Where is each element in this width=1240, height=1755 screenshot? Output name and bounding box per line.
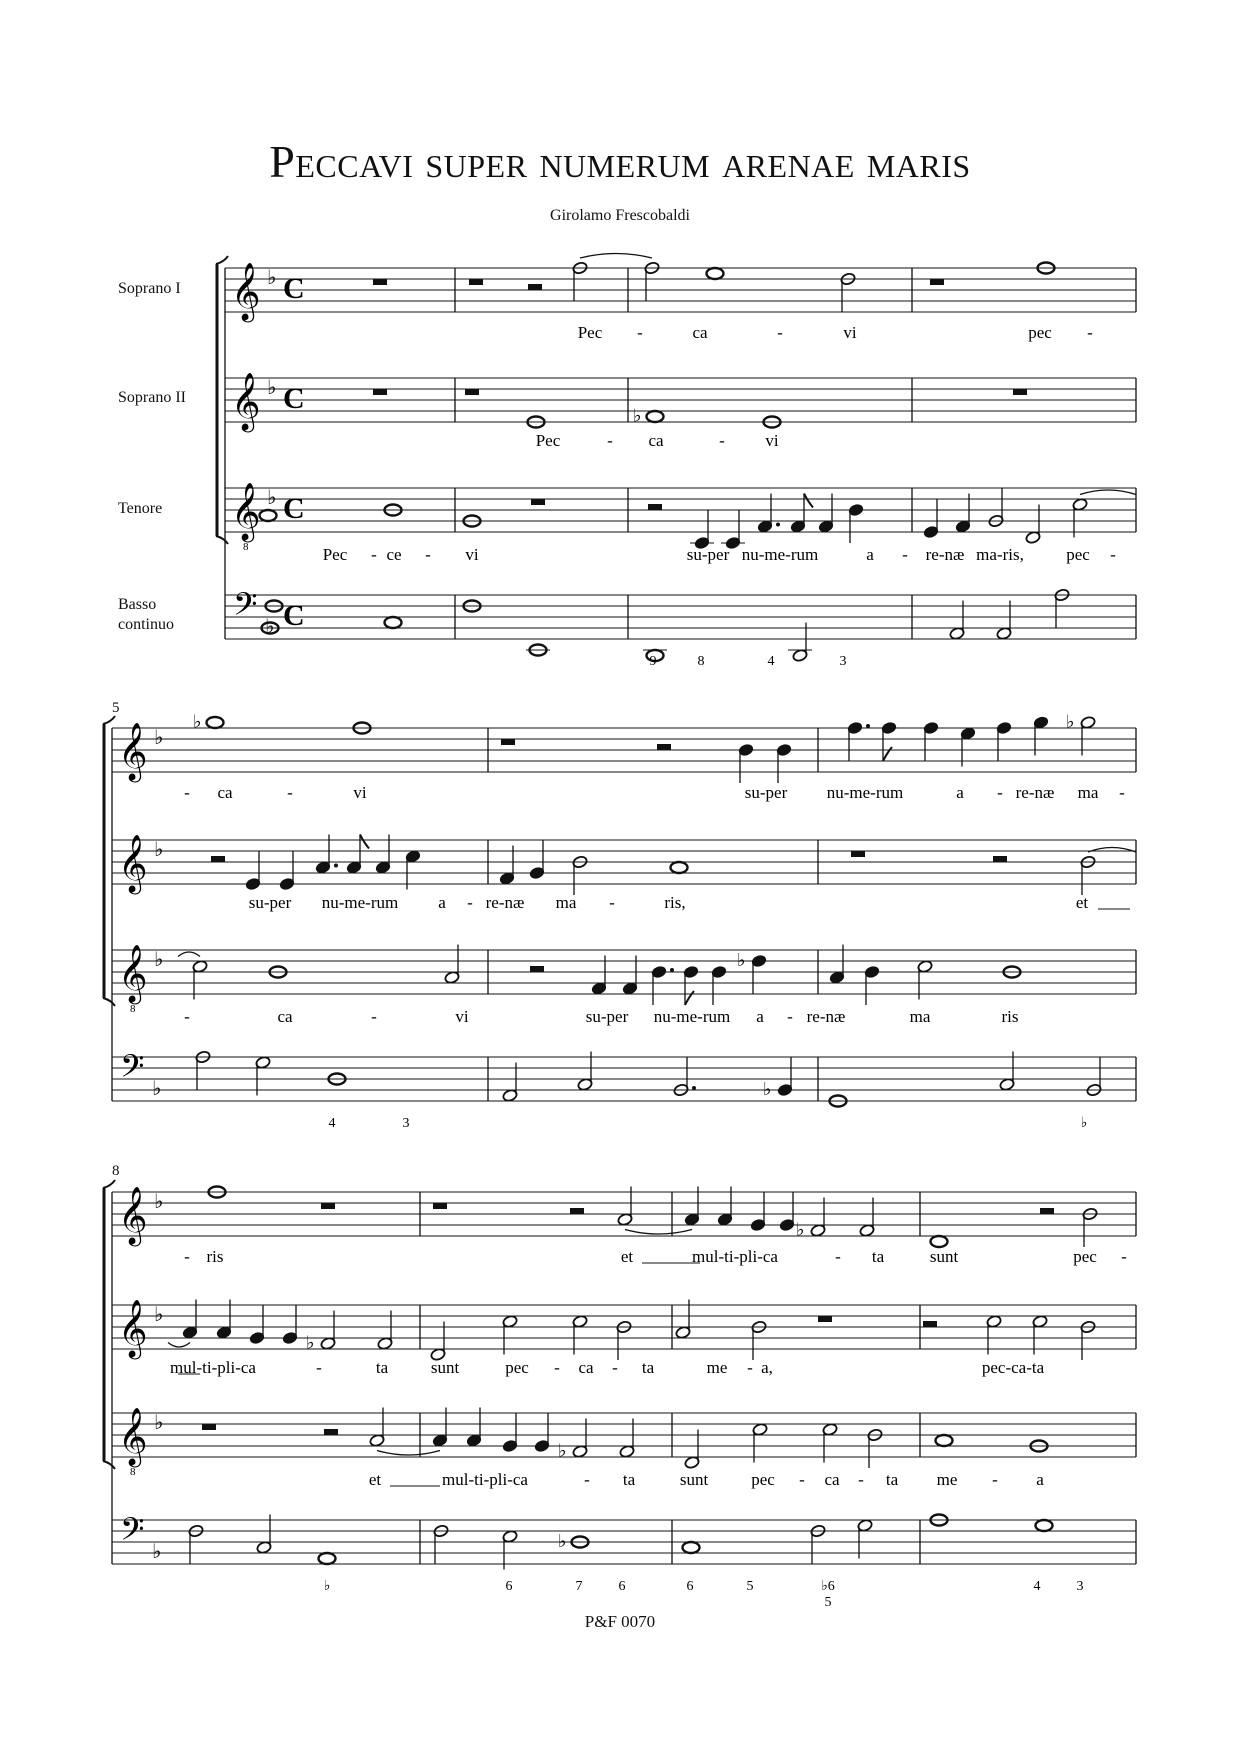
lyric-syllable: sunt xyxy=(679,1470,709,1489)
half-rest xyxy=(530,966,544,972)
lyric-syllable: re-næ xyxy=(1015,783,1055,802)
lyric-syllable: ce xyxy=(386,545,402,564)
flat-accidental-icon: ♭ xyxy=(558,1531,567,1552)
lyric-syllable: - xyxy=(747,1358,753,1377)
voice-label-basso-continuo: Basso continuo xyxy=(118,596,174,633)
whole-note xyxy=(707,268,724,279)
bracket-bottom-hook xyxy=(103,998,115,1006)
whole-note xyxy=(936,1435,953,1446)
key-signature-flat-icon: ♭ xyxy=(154,1302,164,1326)
whole-rest xyxy=(1013,389,1027,395)
composer: Girolamo Frescobaldi xyxy=(550,207,690,224)
bracket-top-hook xyxy=(103,716,115,724)
whole-rest xyxy=(469,279,483,285)
figured-bass-numeral: 6 xyxy=(618,1579,626,1594)
half-rest xyxy=(211,856,225,862)
half-rest xyxy=(648,504,662,510)
figured-bass-numeral: 4 xyxy=(1033,1579,1041,1594)
flat-accidental-icon: ♭ xyxy=(193,711,202,733)
treble-clef-icon: 𝄞 xyxy=(231,262,261,320)
half-rest xyxy=(1040,1208,1054,1214)
lyric-syllable: ma xyxy=(909,1007,931,1026)
octave-marker: 8 xyxy=(130,1466,136,1478)
augmentation-dot xyxy=(692,1086,696,1090)
bass-clef-icon: 𝄢 xyxy=(120,1511,145,1555)
common-time-icon: C xyxy=(283,382,305,415)
lyric-syllable: a xyxy=(866,545,874,564)
lyric-syllable: nu-me-rum xyxy=(826,783,904,802)
lyric-syllable: pec-ca-ta xyxy=(981,1358,1045,1377)
lyric-syllable: - xyxy=(637,323,643,342)
lyric-syllable: ta xyxy=(885,1470,899,1489)
common-time-icon: C xyxy=(283,599,305,632)
lyric-syllable: - xyxy=(902,545,908,564)
lyric-syllable: - xyxy=(835,1247,841,1266)
lyric-syllable: vi xyxy=(353,783,367,802)
lyric-syllable: - xyxy=(184,1247,190,1266)
lyric-syllable: pec xyxy=(1073,1247,1097,1266)
lyric-syllable: ta xyxy=(641,1358,655,1377)
figured-bass-numeral: 6 xyxy=(686,1579,694,1594)
augmentation-dot xyxy=(866,724,870,728)
augmentation-dot xyxy=(776,523,780,527)
figured-bass-numeral: ♭6 xyxy=(821,1579,835,1594)
figured-bass-numeral: 6 xyxy=(505,1579,513,1594)
lyric-syllable: - xyxy=(371,545,377,564)
key-signature-flat-icon: ♭ xyxy=(154,1189,164,1213)
lyric-syllable: pec xyxy=(505,1358,529,1377)
lyric-syllable: ta xyxy=(375,1358,389,1377)
key-signature-flat-icon: ♭ xyxy=(154,1410,164,1434)
half-rest xyxy=(993,856,1007,862)
lyric-syllable: - xyxy=(787,1007,793,1026)
lyric-syllable: ma-ris, xyxy=(976,545,1024,564)
lyric-syllable: ris, xyxy=(664,893,686,912)
bracket-top-hook xyxy=(216,256,228,264)
lyric-syllable: - xyxy=(719,431,725,450)
whole-note xyxy=(647,411,664,422)
flat-accidental-icon: ♭ xyxy=(306,1332,315,1354)
figured-bass-numeral: 9 xyxy=(649,654,657,669)
bracket-bottom-hook xyxy=(103,1461,115,1469)
tie xyxy=(580,254,652,259)
voice-label-soprano-1: Soprano I xyxy=(118,280,181,297)
lyric-syllable: - xyxy=(554,1358,560,1377)
eighth-flag xyxy=(685,991,694,1005)
common-time-icon: C xyxy=(283,272,305,305)
figured-bass-numeral: ♭ xyxy=(1080,1116,1088,1131)
whole-rest xyxy=(531,499,545,505)
lyric-syllable: Pec xyxy=(577,323,603,342)
lyric-syllable: - xyxy=(858,1470,864,1489)
lyric-syllable: - xyxy=(287,783,293,802)
figured-bass-numeral: ♭ xyxy=(323,1579,331,1594)
lyric-syllable: re-næ xyxy=(925,545,965,564)
figured-bass-numeral: 7 xyxy=(575,1579,583,1594)
whole-rest xyxy=(373,279,387,285)
lyric-syllable: su-per xyxy=(686,545,730,564)
lyric-syllable: nu-me-rum xyxy=(741,545,819,564)
key-signature-flat-icon: ♭ xyxy=(154,725,164,749)
lyric-syllable: a, xyxy=(761,1358,773,1377)
lyric-syllable: a xyxy=(438,893,446,912)
figured-bass-numeral: 5 xyxy=(824,1595,832,1610)
lyric-syllable: - xyxy=(584,1470,590,1489)
half-rest xyxy=(570,1208,584,1214)
treble-clef-icon: 𝄞 xyxy=(231,372,261,430)
lyric-syllable: - xyxy=(316,1358,322,1377)
whole-note xyxy=(319,1553,336,1564)
lyric-syllable: me xyxy=(706,1358,728,1377)
catalog-number: P&F 0070 xyxy=(584,1612,656,1631)
whole-rest xyxy=(433,1203,447,1209)
lyric-syllable: su-per xyxy=(585,1007,629,1026)
key-signature-flat-icon: ♭ xyxy=(267,265,277,289)
treble-clef-icon: 𝄞 xyxy=(118,722,148,780)
lyric-syllable: ca xyxy=(217,783,233,802)
lyric-syllable: ca xyxy=(578,1358,594,1377)
lyric-syllable: et xyxy=(368,1470,382,1489)
lyric-syllable: pec xyxy=(1028,323,1052,342)
lyric-syllable: - xyxy=(612,1358,618,1377)
lyric-syllable: - xyxy=(425,545,431,564)
treble-clef-icon: 𝄞 xyxy=(118,1407,148,1465)
lyric-syllable: vi xyxy=(765,431,779,450)
key-signature-flat-icon: ♭ xyxy=(154,947,164,971)
lyric-syllable: re-næ xyxy=(806,1007,846,1026)
lyric-syllable: a xyxy=(956,783,964,802)
treble-clef-icon: 𝄞 xyxy=(231,482,261,540)
lyric-syllable: ris xyxy=(206,1247,224,1266)
figured-bass-numeral: 8 xyxy=(697,654,705,669)
treble-clef-icon: 𝄞 xyxy=(118,1186,148,1244)
lyric-syllable: pec xyxy=(751,1470,775,1489)
lyric-syllable: - xyxy=(1121,1247,1127,1266)
lyric-syllable: - xyxy=(1110,545,1116,564)
flat-accidental-icon: ♭ xyxy=(796,1219,805,1241)
lyric-syllable: - xyxy=(609,893,615,912)
lyric-syllable: nu-me-rum xyxy=(321,893,399,912)
tie xyxy=(178,952,200,957)
bass-clef-icon: 𝄢 xyxy=(233,586,258,630)
lyric-syllable: - xyxy=(607,431,613,450)
whole-note xyxy=(671,862,688,873)
figured-bass-numeral: 3 xyxy=(839,654,847,669)
lyric-syllable: vi xyxy=(843,323,857,342)
lyric-syllable: ca xyxy=(692,323,708,342)
half-rest xyxy=(528,284,542,290)
octave-marker: 8 xyxy=(130,1003,136,1015)
lyric-syllable: - xyxy=(777,323,783,342)
lyric-syllable: Pec xyxy=(535,431,561,450)
lyric-syllable: - xyxy=(184,1007,190,1026)
lyric-syllable: - xyxy=(799,1470,805,1489)
whole-note xyxy=(1036,1520,1053,1531)
lyric-syllable: et xyxy=(1075,893,1089,912)
measure-number-8: 8 xyxy=(112,1163,120,1179)
whole-rest xyxy=(373,389,387,395)
lyric-syllable: - xyxy=(992,1470,998,1489)
treble-clef-icon: 𝄞 xyxy=(118,834,148,892)
whole-rest xyxy=(202,1424,216,1430)
measure-number-5: 5 xyxy=(112,700,120,716)
piece-title: Peccavi super numerum arenae maris xyxy=(269,136,971,187)
treble-clef-icon: 𝄞 xyxy=(118,1299,148,1357)
bass-clef-icon: 𝄢 xyxy=(120,1048,145,1092)
lyric-syllable: su-per xyxy=(744,783,788,802)
bracket-top-hook xyxy=(103,1180,115,1188)
tie xyxy=(1080,490,1136,495)
key-signature-flat-icon: ♭ xyxy=(265,614,275,638)
voice-label-tenore: Tenore xyxy=(118,500,163,517)
augmentation-dot xyxy=(670,968,674,972)
lyric-syllable: - xyxy=(184,783,190,802)
figured-bass-numeral: 5 xyxy=(746,1579,754,1594)
lyric-syllable: Pec xyxy=(322,545,348,564)
lyric-syllable: ca xyxy=(277,1007,293,1026)
lyric-syllable: mul-ti-pli-ca xyxy=(442,1470,528,1489)
figured-bass-numeral: 4 xyxy=(328,1116,336,1131)
eighth-flag xyxy=(883,747,892,761)
tie xyxy=(625,1230,692,1235)
flat-accidental-icon: ♭ xyxy=(763,1079,772,1100)
whole-note xyxy=(931,1236,948,1247)
key-signature-flat-icon: ♭ xyxy=(267,375,277,399)
augmentation-dot xyxy=(334,864,338,868)
eighth-flag xyxy=(360,835,369,849)
lyric-syllable: mul-ti-pli-ca xyxy=(170,1358,256,1377)
eighth-flag xyxy=(804,494,813,508)
half-rest xyxy=(657,744,671,750)
voice-label-soprano-2: Soprano II xyxy=(118,389,186,406)
lyric-syllable: mul-ti-pli-ca xyxy=(692,1247,778,1266)
lyric-syllable: sunt xyxy=(430,1358,460,1377)
lyric-syllable: nu-me-rum xyxy=(653,1007,731,1026)
flat-accidental-icon: ♭ xyxy=(633,405,642,427)
key-signature-flat-icon: ♭ xyxy=(267,485,277,509)
figured-bass-numeral: 3 xyxy=(402,1116,410,1131)
tie xyxy=(377,1451,440,1456)
lyric-syllable: ta xyxy=(622,1470,636,1489)
lyric-syllable: et xyxy=(620,1247,634,1266)
half-rest xyxy=(324,1429,338,1435)
lyric-syllable: me xyxy=(936,1470,958,1489)
whole-rest xyxy=(465,389,479,395)
lyric-syllable: - xyxy=(371,1007,377,1026)
lyric-syllable: - xyxy=(1119,783,1125,802)
lyric-syllable: ris xyxy=(1001,1007,1019,1026)
lyric-syllable: - xyxy=(997,783,1003,802)
flat-accidental-icon: ♭ xyxy=(737,950,746,971)
common-time-icon: C xyxy=(283,492,305,525)
octave-marker: 8 xyxy=(243,541,249,553)
lyric-syllable: ca xyxy=(824,1470,840,1489)
lyric-syllable: vi xyxy=(455,1007,469,1026)
tie xyxy=(168,1343,190,1348)
whole-rest xyxy=(321,1203,335,1209)
lyric-syllable: vi xyxy=(465,545,479,564)
lyric-syllable: a xyxy=(1036,1470,1044,1489)
whole-note xyxy=(683,1542,700,1553)
lyric-syllable: a xyxy=(756,1007,764,1026)
key-signature-flat-icon: ♭ xyxy=(152,1539,162,1563)
lyric-syllable: ma xyxy=(555,893,577,912)
figured-bass-numeral: 4 xyxy=(767,654,775,669)
flat-accidental-icon: ♭ xyxy=(558,1440,567,1462)
lyric-syllable: pec xyxy=(1066,545,1090,564)
lyric-syllable: ta xyxy=(871,1247,885,1266)
lyric-syllable: re-næ xyxy=(485,893,525,912)
figured-bass-numeral: 3 xyxy=(1076,1579,1084,1594)
whole-rest xyxy=(818,1316,832,1322)
bracket-bottom-hook xyxy=(216,536,228,544)
key-signature-flat-icon: ♭ xyxy=(154,837,164,861)
treble-clef-icon: 𝄞 xyxy=(118,944,148,1002)
whole-rest xyxy=(851,851,865,857)
lyric-syllable: - xyxy=(1087,323,1093,342)
whole-note xyxy=(207,717,224,728)
whole-rest xyxy=(501,739,515,745)
whole-note xyxy=(260,510,277,521)
whole-rest xyxy=(930,279,944,285)
whole-note xyxy=(385,617,402,628)
lyric-syllable: ma xyxy=(1077,783,1099,802)
lyric-syllable: su-per xyxy=(248,893,292,912)
key-signature-flat-icon: ♭ xyxy=(152,1076,162,1100)
lyric-syllable: ca xyxy=(648,431,664,450)
half-rest xyxy=(923,1321,937,1327)
lyric-syllable: sunt xyxy=(929,1247,959,1266)
lyric-syllable: - xyxy=(467,893,473,912)
flat-accidental-icon: ♭ xyxy=(1066,711,1075,733)
